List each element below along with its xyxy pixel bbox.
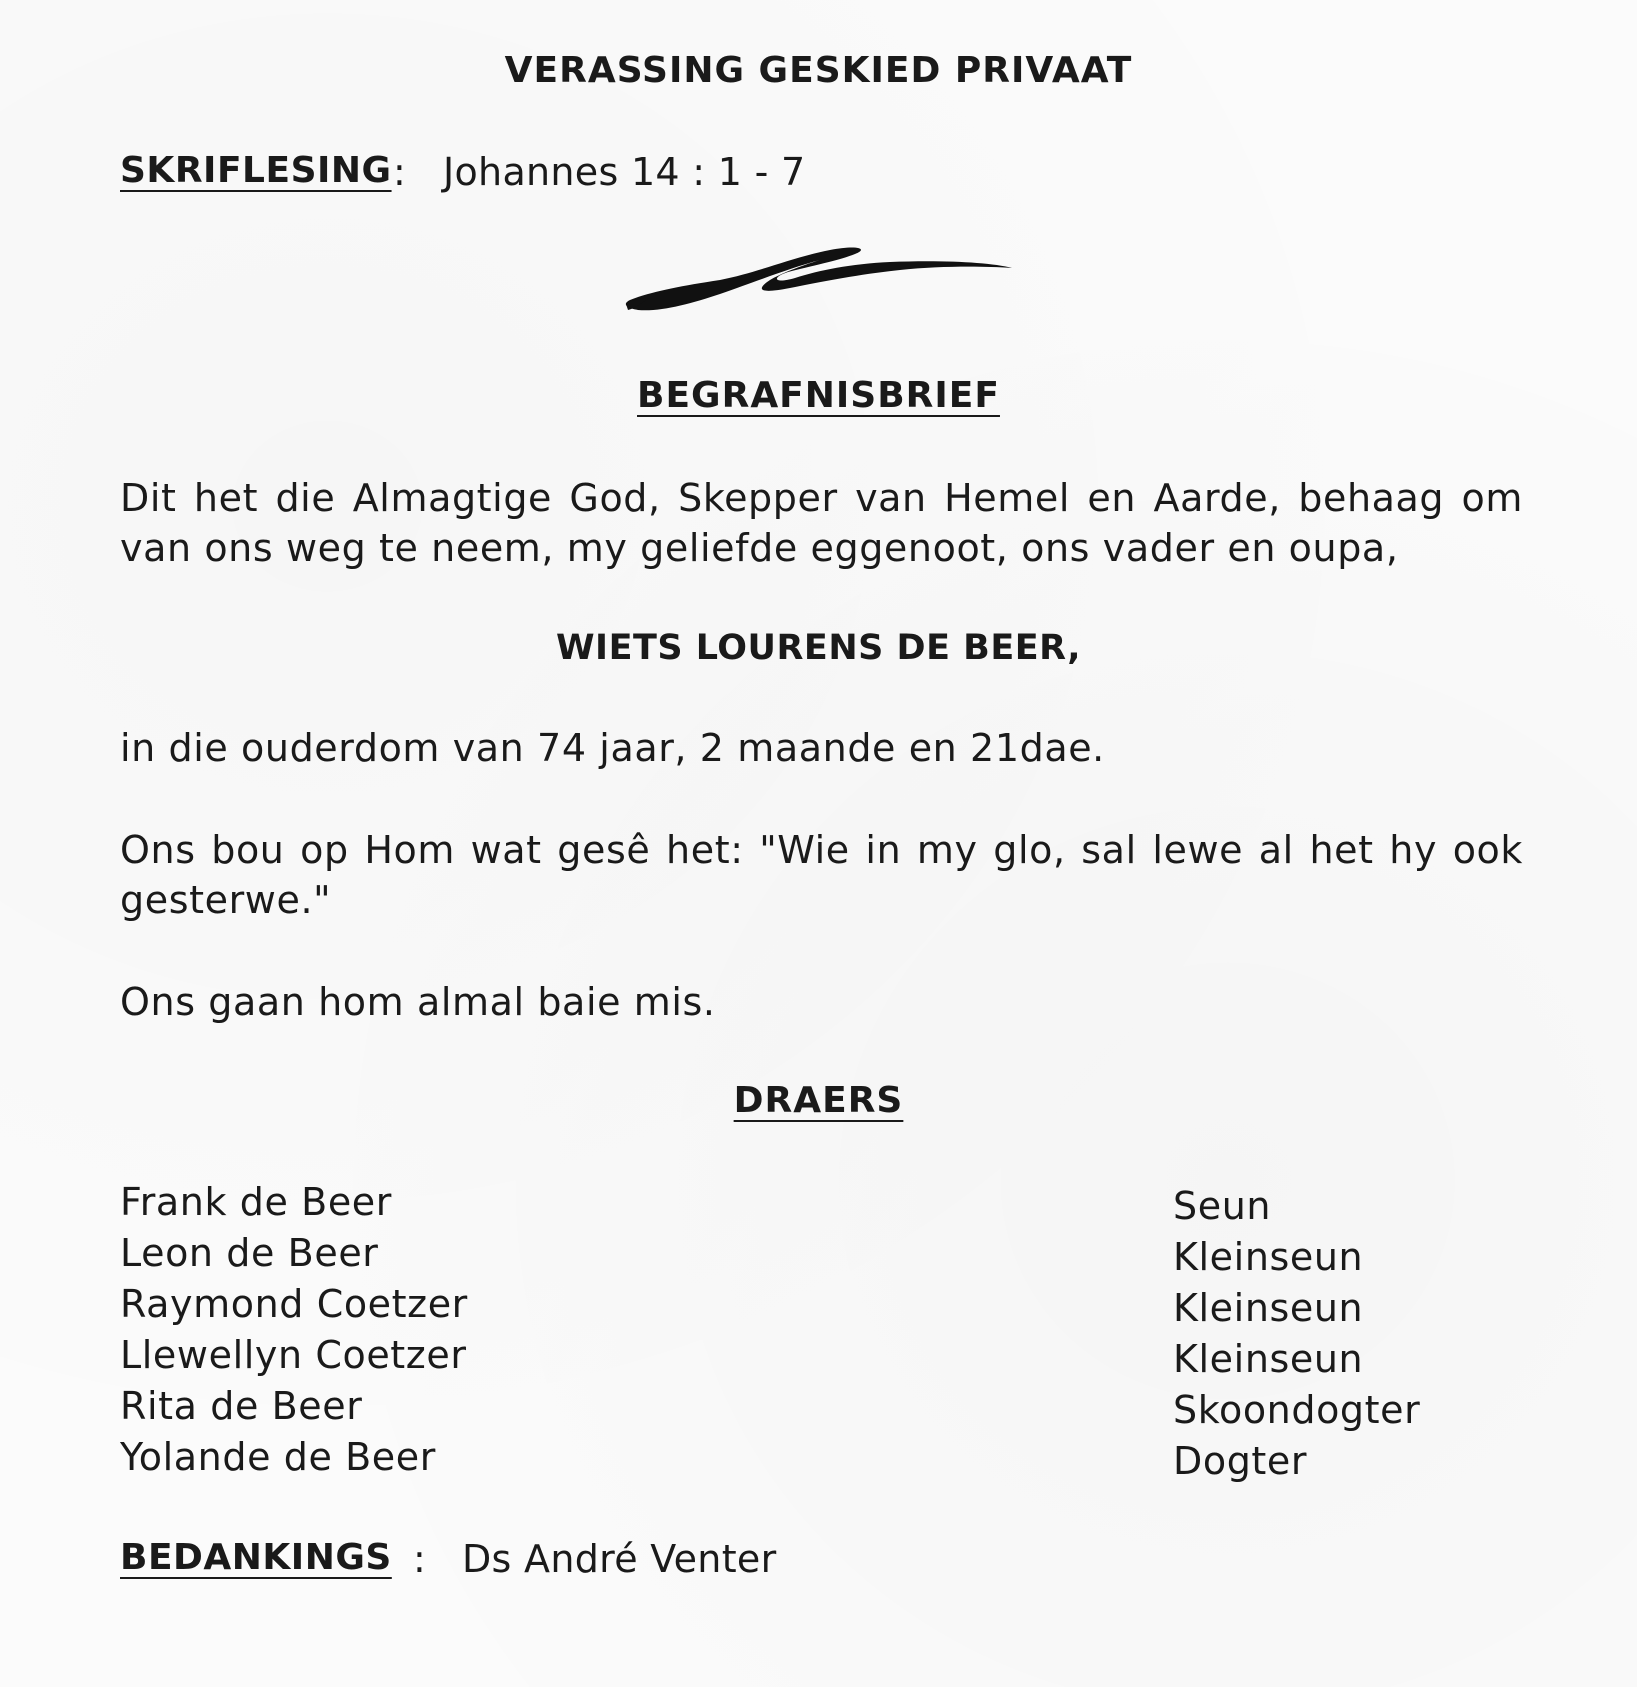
bearer-relation: Kleinseun [1173,1235,1364,1279]
thanks-label: BEDANKINGS [120,1537,392,1578]
bearer-name: Leon de Beer [120,1231,379,1275]
bearers-relations-list [1173,1181,1420,1487]
thanks-value: Ds André Venter [462,1537,777,1581]
bearers-heading [0,1080,1637,1121]
service-title: VERASSING GESKIED PRIVAAT [504,50,1133,91]
bearer-relation: Kleinseun [1173,1337,1364,1381]
bearer-name: Frank de Beer [120,1180,393,1224]
deceased-name: WIETS LOURENS DE BEER, [555,628,1082,668]
letter-quote: Ons bou op Hom wat gesê het: "Wie in my glo, sal lewe al het hy ook gesterwe." [120,828,1523,922]
bearer-relation: Dogter [1173,1439,1308,1483]
bearers-names-list [120,1177,468,1483]
scripture-label: SKRIFLESING [120,150,392,191]
bearer-name: Rita de Beer [120,1384,363,1428]
letter-intro: Dit het die Almagtige God, Skepper van Hemel en Aarde, behaag om van ons weg te neem, my geliefde eggenoot, ons vader en oupa, [120,476,1523,570]
swoosh-divider-icon [620,240,1020,320]
letter-heading [0,375,1637,416]
bearer-relation: Skoondogter [1173,1388,1421,1432]
bearer-relation: Kleinseun [1173,1286,1364,1330]
thanks-separator: : [413,1537,427,1581]
scripture-reference: Johannes 14 : 1 - 7 [443,150,806,194]
bearer-name: Yolande de Beer [120,1435,436,1479]
letter-closing: Ons gaan hom almal baie mis. [120,980,716,1024]
bearer-relation: Seun [1173,1184,1272,1228]
bearer-name: Raymond Coetzer [120,1282,468,1326]
bearers-heading-text: DRAERS [733,1080,904,1121]
scripture-separator: : [393,150,407,194]
bearer-name: Llewellyn Coetzer [120,1333,467,1377]
letter-age: in die ouderdom van 74 jaar, 2 maande en 21dae. [120,726,1105,770]
letter-heading-text: BEGRAFNISBRIEF [637,375,1000,416]
